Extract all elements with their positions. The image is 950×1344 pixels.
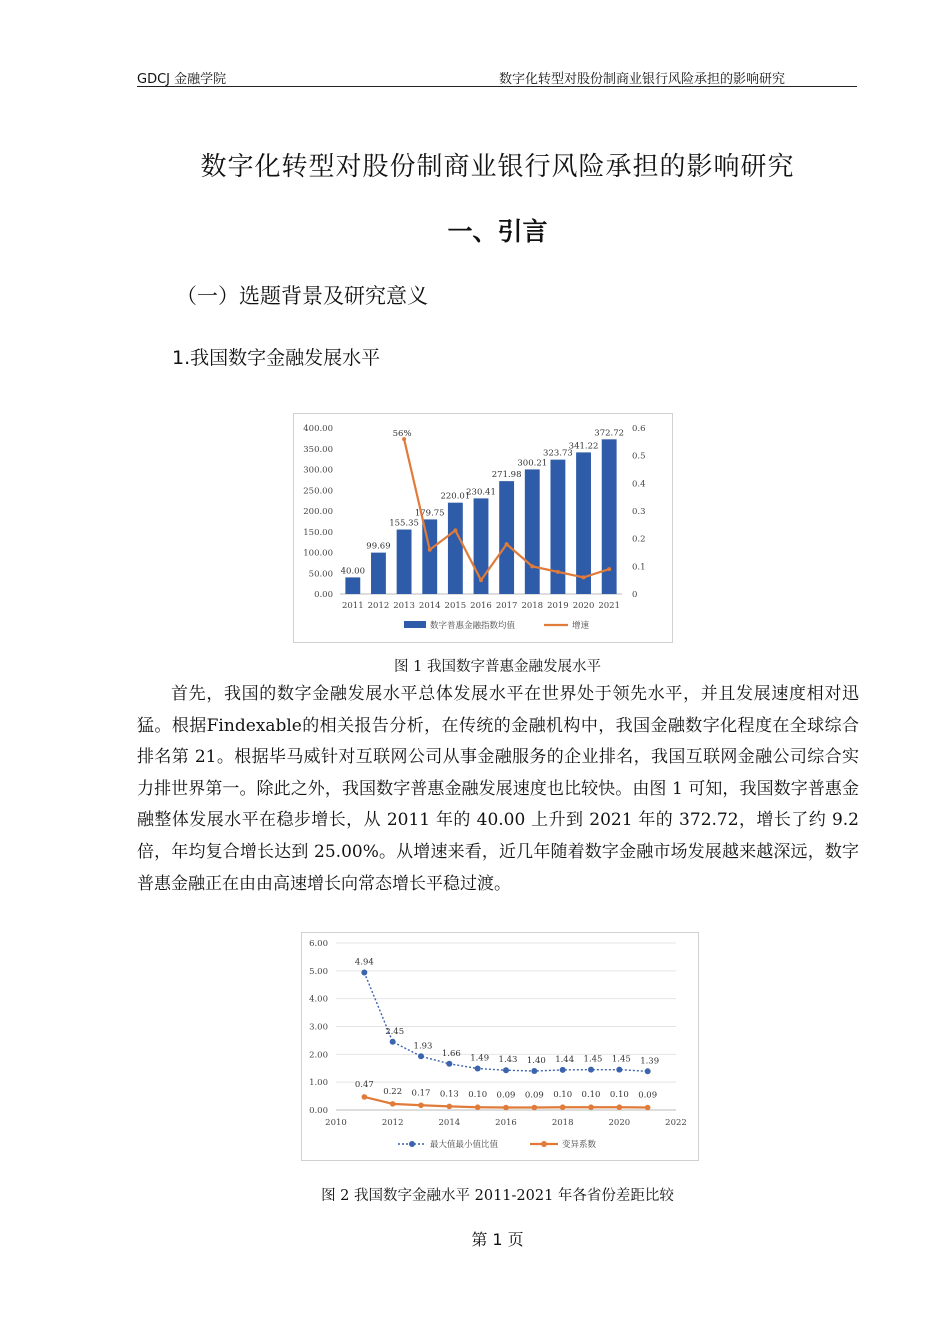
ratio-data-label: 1.44 xyxy=(555,1054,575,1065)
y2-tick-label: 0.6 xyxy=(632,424,646,434)
x-tick-label: 2013 xyxy=(393,601,415,611)
cv-point xyxy=(503,1105,509,1111)
x-tick-label: 2020 xyxy=(572,601,595,611)
x-tick-label: 2014 xyxy=(418,601,441,611)
y2-tick-label: 0.1 xyxy=(632,562,646,573)
cv-data-label: 0.09 xyxy=(524,1090,544,1101)
page-number: 第 1 页 xyxy=(471,1230,524,1249)
bar xyxy=(525,469,540,594)
y-tick-label: 2.00 xyxy=(309,1050,328,1061)
x-tick-label: 2010 xyxy=(325,1118,347,1128)
figure-1-caption: 图 1 我国数字普惠金融发展水平 xyxy=(394,659,601,675)
bar-data-label: 372.72 xyxy=(594,428,625,439)
x-tick-label: 2011 xyxy=(341,601,364,611)
growth-point xyxy=(453,528,457,532)
y-tick-label: 150.00 xyxy=(303,527,333,538)
bar-data-label: 341.22 xyxy=(568,441,599,452)
growth-point xyxy=(428,548,432,552)
x-tick-label: 2017 xyxy=(495,601,518,611)
cv-point xyxy=(362,1094,368,1100)
bar-data-label: 220.01 xyxy=(440,491,471,502)
figure-1-chart xyxy=(294,414,672,642)
subsubsection-heading: 1.我国数字金融发展水平 xyxy=(172,347,381,369)
ratio-point xyxy=(588,1067,594,1073)
cv-data-label: 0.17 xyxy=(411,1088,431,1099)
cv-data-label: 0.09 xyxy=(496,1090,516,1101)
paper-title: 数字化转型对股份制商业银行风险承担的影响研究 xyxy=(200,152,795,182)
bar xyxy=(499,481,514,594)
cv-point xyxy=(532,1105,538,1111)
x-tick-label: 2016 xyxy=(495,1118,517,1128)
bar-data-label: 300.21 xyxy=(517,458,548,469)
y-tick-label: 1.00 xyxy=(309,1078,328,1089)
figure-2-chart xyxy=(302,933,698,1160)
bar xyxy=(371,553,386,594)
bar-data-label: 271.98 xyxy=(491,470,522,481)
legend-bar-swatch xyxy=(404,621,426,628)
y-tick-label: 3.00 xyxy=(309,1022,328,1033)
x-tick-label: 2019 xyxy=(547,601,569,611)
x-tick-label: 2018 xyxy=(521,601,544,611)
x-tick-label: 2018 xyxy=(551,1118,574,1128)
ratio-data-label: 1.40 xyxy=(526,1056,546,1067)
ratio-data-label: 1.43 xyxy=(498,1055,518,1066)
y2-tick-label: 0.4 xyxy=(632,479,646,490)
y2-tick-label: 0.5 xyxy=(632,451,646,462)
ratio-point xyxy=(475,1066,481,1072)
y-tick-label: 0.00 xyxy=(309,1106,328,1116)
header-rule xyxy=(137,86,857,87)
y2-tick-label: 0 xyxy=(632,590,638,600)
header-right: 数字化转型对股份制商业银行风险承担的影响研究 xyxy=(498,72,785,87)
growth-point-label: 56% xyxy=(392,429,412,440)
cv-point xyxy=(617,1104,623,1110)
x-tick-label: 2012 xyxy=(381,1118,404,1128)
cv-point xyxy=(475,1104,481,1110)
x-tick-label: 2022 xyxy=(665,1118,687,1128)
growth-point xyxy=(607,567,611,571)
figure-2-caption: 图 2 我国数字金融水平 2011-2021 年各省份差距比较 xyxy=(321,1188,674,1204)
ratio-point xyxy=(645,1068,651,1074)
legend-line-label: 增速 xyxy=(572,621,590,631)
bar xyxy=(448,503,463,594)
ratio-point xyxy=(531,1068,537,1074)
growth-point xyxy=(582,575,586,579)
x-tick-label: 2015 xyxy=(444,601,467,611)
ratio-point xyxy=(616,1067,622,1073)
cv-data-label: 0.22 xyxy=(383,1086,403,1097)
ratio-data-label: 1.45 xyxy=(611,1054,631,1065)
y-tick-label: 50.00 xyxy=(308,569,333,580)
cv-data-label: 0.10 xyxy=(581,1090,601,1101)
ratio-data-label: 1.66 xyxy=(441,1048,461,1059)
y-tick-label: 5.00 xyxy=(309,966,328,977)
y-tick-label: 6.00 xyxy=(309,939,328,949)
growth-point xyxy=(556,570,560,574)
x-tick-label: 2020 xyxy=(608,1118,631,1128)
ratio-point xyxy=(560,1067,566,1073)
y-tick-label: 0.00 xyxy=(314,590,333,600)
y2-tick-label: 0.2 xyxy=(632,534,646,545)
bar-data-label: 179.75 xyxy=(414,508,445,519)
legend-ratio-label: 最大值最小值比值 xyxy=(430,1140,499,1150)
bar-data-label: 230.41 xyxy=(466,487,496,498)
body-paragraph: 首先，我国的数字金融发展水平总体发展水平在世界处于领先水平，并且发展速度相对迅猛。根据Findexable的相关报告分析，在传统的金融机构中，我国金融数字化程度在全球综合排名第 21。根据毕马威针对互联网公司从事金融服务的企业排名，我国互联网金融公司综合实力排世界第一。除此之外，我国数字普惠金融发展速度也比较快。由图 1 可知，我国数字普惠金融整体发展水平在稳步增长，从 2011 年的 40.00 上升到 2021 年的 372.72，增长了约 9.2 倍，年均复合增长达到 25.00%。从增速来看，近几年随着数字金融市场发展越来越深远，数字普惠金融正在由由高速增长向常态增长平稳过渡。 xyxy=(137,684,859,894)
subsection-heading: （一）选题背景及研究意义 xyxy=(176,284,428,308)
x-tick-label: 2014 xyxy=(438,1118,461,1128)
y-tick-label: 350.00 xyxy=(303,444,333,455)
cv-point xyxy=(390,1101,396,1107)
y-tick-label: 200.00 xyxy=(303,507,333,517)
legend-cv-marker xyxy=(541,1141,547,1147)
figure-1 xyxy=(293,413,673,643)
ratio-data-label: 2.45 xyxy=(385,1026,405,1037)
growth-point xyxy=(505,542,509,546)
cv-data-label: 0.13 xyxy=(439,1089,459,1100)
bar-data-label: 323.73 xyxy=(543,448,573,459)
cv-point xyxy=(418,1102,424,1108)
growth-point xyxy=(530,564,534,568)
y-tick-label: 250.00 xyxy=(303,486,333,497)
y-tick-label: 400.00 xyxy=(303,424,333,434)
bar xyxy=(397,530,412,594)
y2-tick-label: 0.3 xyxy=(632,507,646,517)
ratio-data-label: 1.39 xyxy=(640,1056,660,1067)
legend-cv-label: 变异系数 xyxy=(562,1140,597,1150)
cv-data-label: 0.10 xyxy=(468,1090,488,1101)
cv-data-label: 0.10 xyxy=(609,1090,629,1101)
cv-data-label: 0.10 xyxy=(553,1090,573,1101)
cv-point xyxy=(588,1104,594,1110)
cv-point xyxy=(645,1105,651,1111)
cv-point xyxy=(447,1104,453,1110)
bar-data-label: 40.00 xyxy=(340,566,365,577)
header-left: GDCJ 金融学院 xyxy=(137,72,227,87)
y-tick-label: 4.00 xyxy=(309,994,328,1005)
bar xyxy=(345,577,360,594)
x-tick-label: 2021 xyxy=(598,601,621,611)
y-tick-label: 100.00 xyxy=(303,548,333,559)
y-tick-label: 300.00 xyxy=(303,465,333,476)
figure-2 xyxy=(301,932,699,1161)
ratio-point xyxy=(390,1039,396,1045)
cv-data-label: 0.47 xyxy=(354,1079,374,1090)
bar-data-label: 99.69 xyxy=(366,541,391,552)
x-tick-label: 2016 xyxy=(470,601,492,611)
ratio-data-label: 4.94 xyxy=(354,957,374,968)
ratio-point xyxy=(418,1053,424,1059)
ratio-point xyxy=(446,1061,452,1067)
ratio-data-label: 1.45 xyxy=(583,1054,603,1065)
section-heading: 一、引言 xyxy=(447,217,548,246)
cv-point xyxy=(560,1104,566,1110)
legend-bar-label: 数字普惠金融指数均值 xyxy=(430,621,516,631)
ratio-data-label: 1.49 xyxy=(470,1053,490,1064)
growth-point xyxy=(479,578,483,582)
ratio-data-label: 1.93 xyxy=(413,1041,433,1052)
x-tick-label: 2012 xyxy=(367,601,390,611)
legend-ratio-marker xyxy=(409,1141,415,1147)
ratio-point xyxy=(503,1067,509,1073)
bar xyxy=(576,452,591,594)
bar-data-label: 155.35 xyxy=(389,518,419,529)
ratio-point xyxy=(361,970,367,976)
cv-data-label: 0.09 xyxy=(638,1090,658,1101)
